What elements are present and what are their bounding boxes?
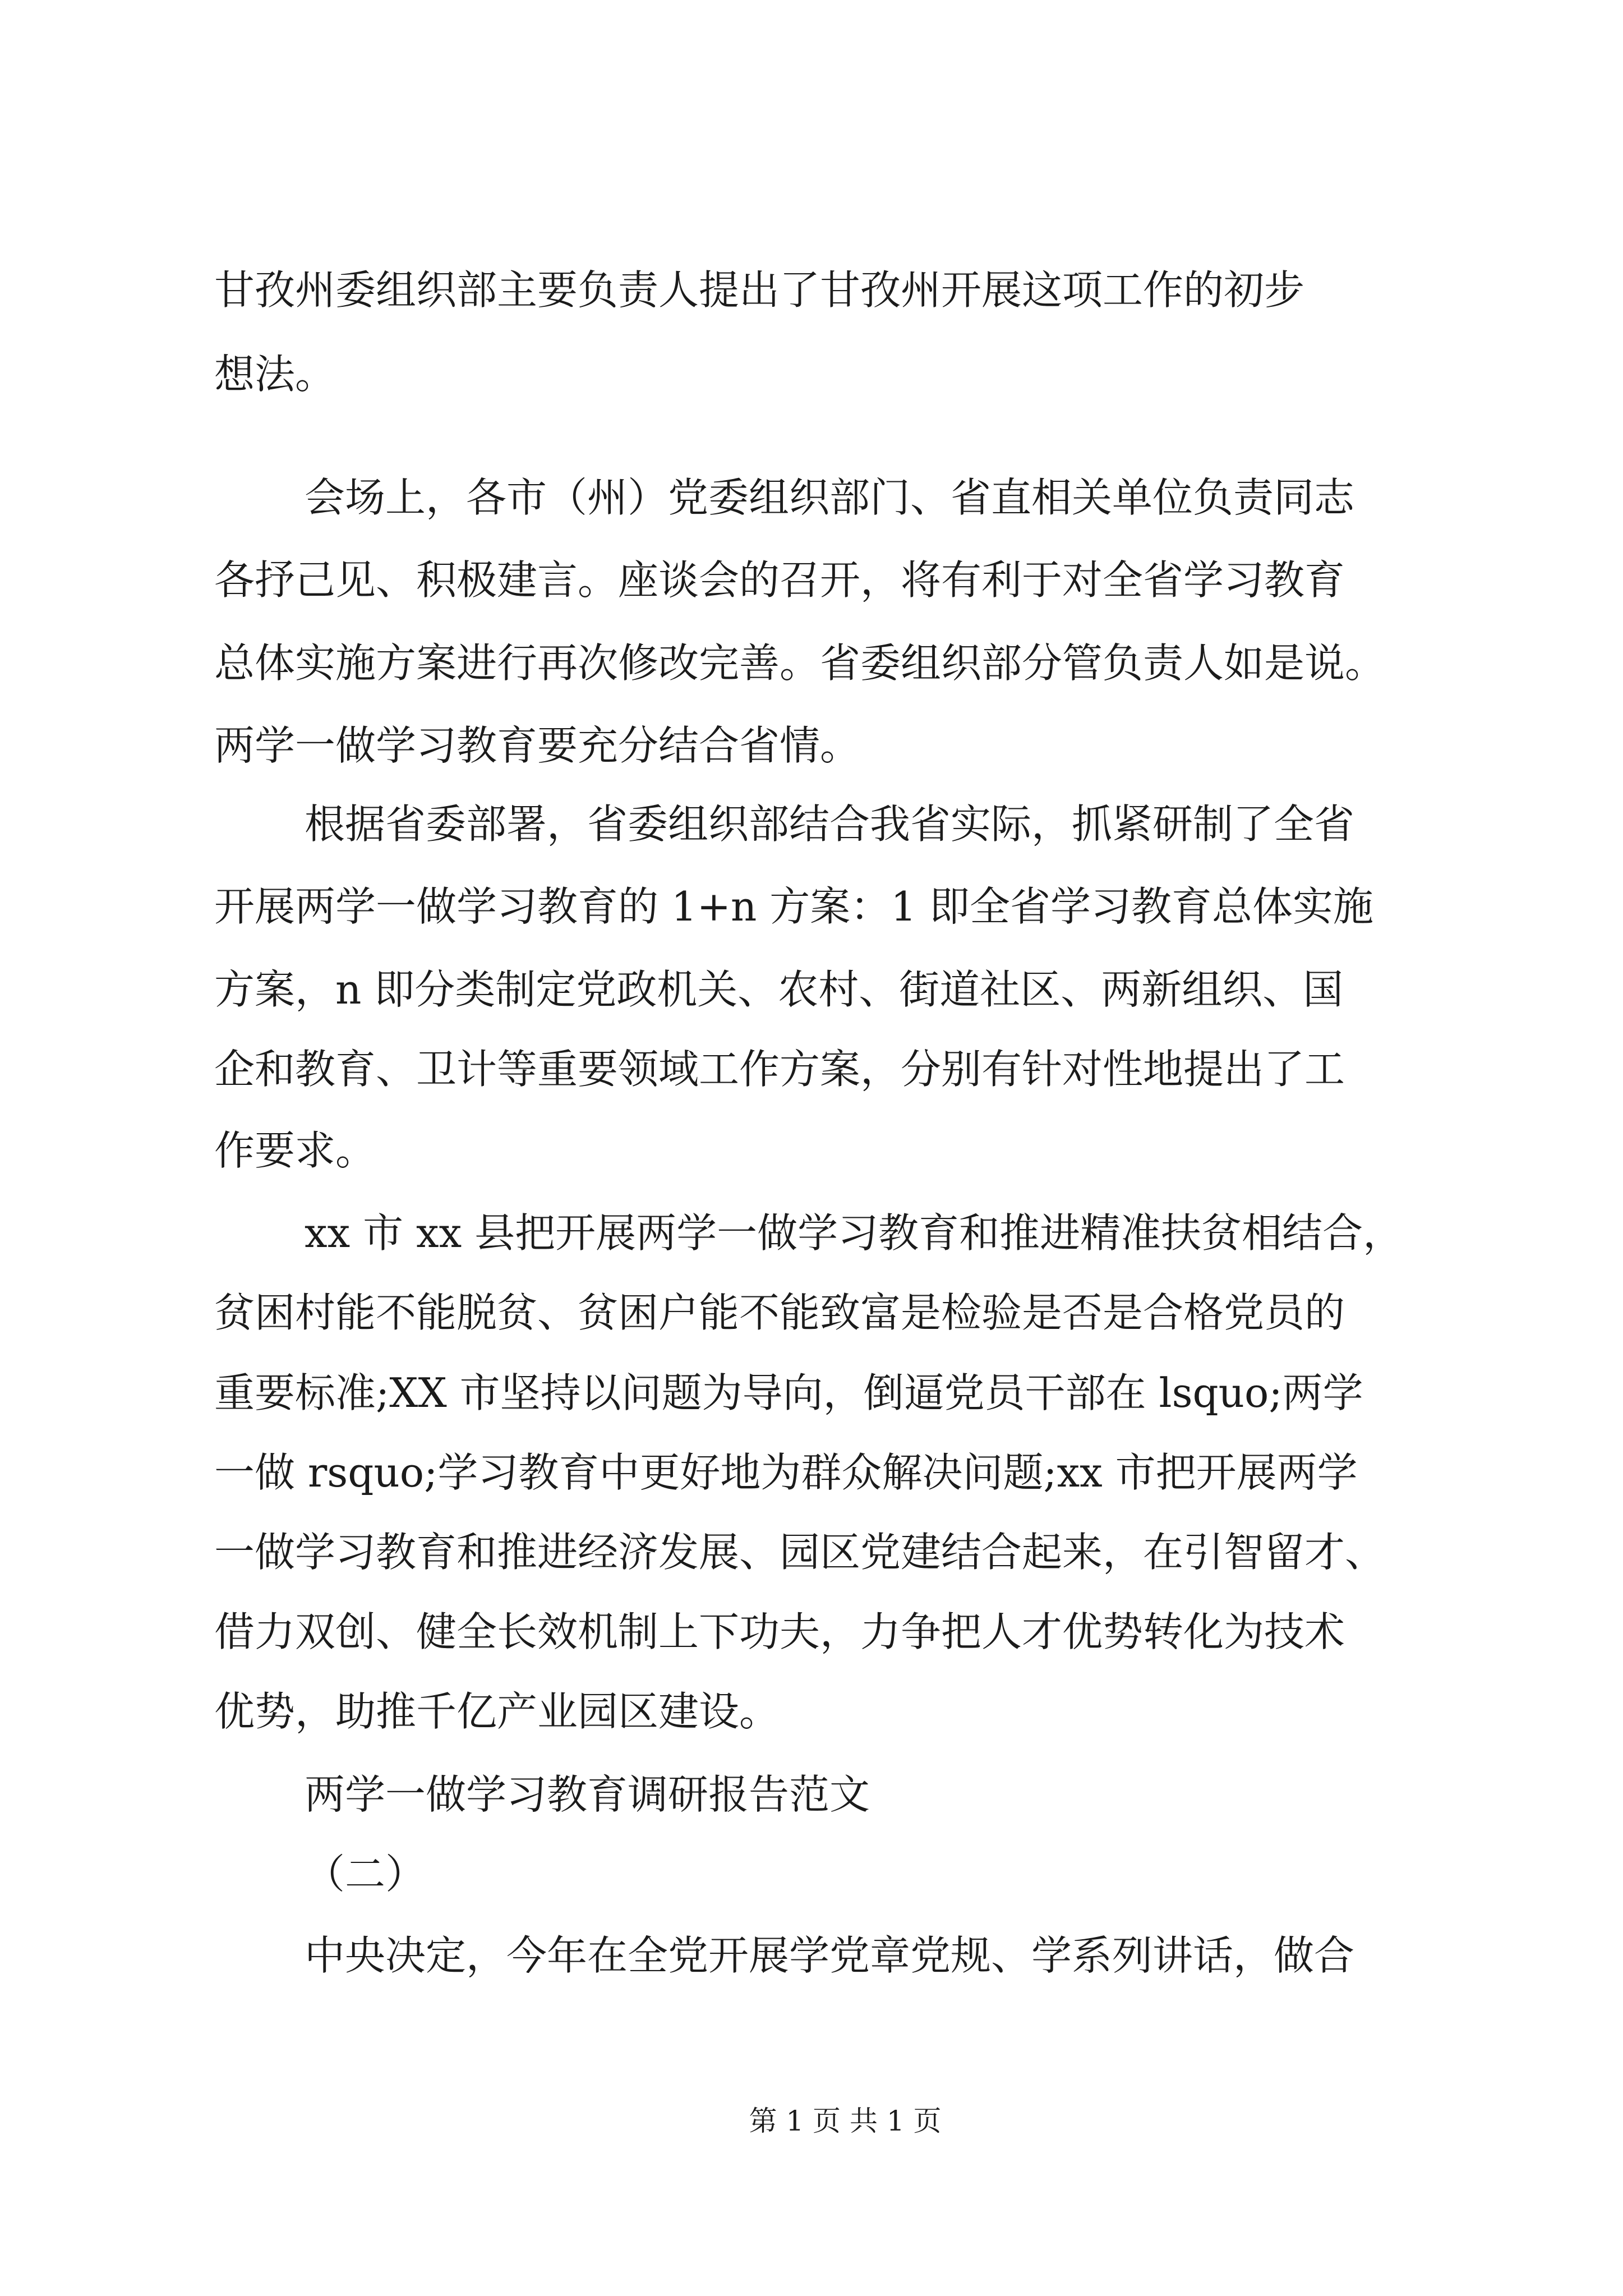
text-line: 总体实施方案进行再次修改完善。省委组织部分管负责人如是说。 — [214, 639, 1386, 687]
text-line: xx 市 xx 县把开展两学一做学习教育和推进精准扶贫相结合， — [305, 1209, 1404, 1257]
text-line: 开展两学一做学习教育的 1+n 方案：1 即全省学习教育总体实施 — [214, 883, 1373, 930]
text-line: 重要标准;XX 市坚持以问题为导向，倒逼党员干部在 lsquo;两学 — [214, 1369, 1363, 1416]
text-line: 贫困村能不能脱贫、贫困户能不能致富是检验是否是合格党员的 — [214, 1289, 1345, 1336]
text-line: 方案，n 即分类制定党政机关、农村、街道社区、两新组织、国 — [214, 966, 1344, 1013]
text-line: 一做学习教育和推进经济发展、园区党建结合起来，在引智留才、 — [214, 1529, 1386, 1576]
text-line: 想法。 — [214, 351, 336, 398]
text-line: 企和教育、卫计等重要领域工作方案，分别有针对性地提出了工 — [214, 1046, 1345, 1093]
text-line: 借力双创、健全长效机制上下功夫，力争把人才优势转化为技术 — [214, 1608, 1345, 1655]
text-line: 会场上，各市（州）党委组织部门、省直相关单位负责同志 — [305, 474, 1355, 521]
page-footer: 第 1 页 共 1 页 — [749, 2105, 942, 2137]
text-line: 优势，助推千亿产业园区建设。 — [214, 1688, 780, 1735]
text-line: 两学一做学习教育要充分结合省情。 — [214, 722, 861, 769]
text-line: 中央决定，今年在全党开展学党章党规、学系列讲话，做合 — [305, 1932, 1355, 1979]
text-line: （二） — [305, 1851, 426, 1898]
text-line: 一做 rsquo;学习教育中更好地为群众解决问题;xx 市把开展两学 — [214, 1449, 1358, 1496]
text-line: 甘孜州委组织部主要负责人提出了甘孜州开展这项工作的初步 — [214, 266, 1305, 314]
text-line: 根据省委部署，省委组织部结合我省实际，抓紧研制了全省 — [305, 800, 1355, 848]
text-line: 两学一做学习教育调研报告范文 — [305, 1771, 870, 1818]
text-line: 作要求。 — [214, 1127, 376, 1174]
text-line: 各抒己见、积极建言。座谈会的召开，将有利于对全省学习教育 — [214, 556, 1345, 604]
